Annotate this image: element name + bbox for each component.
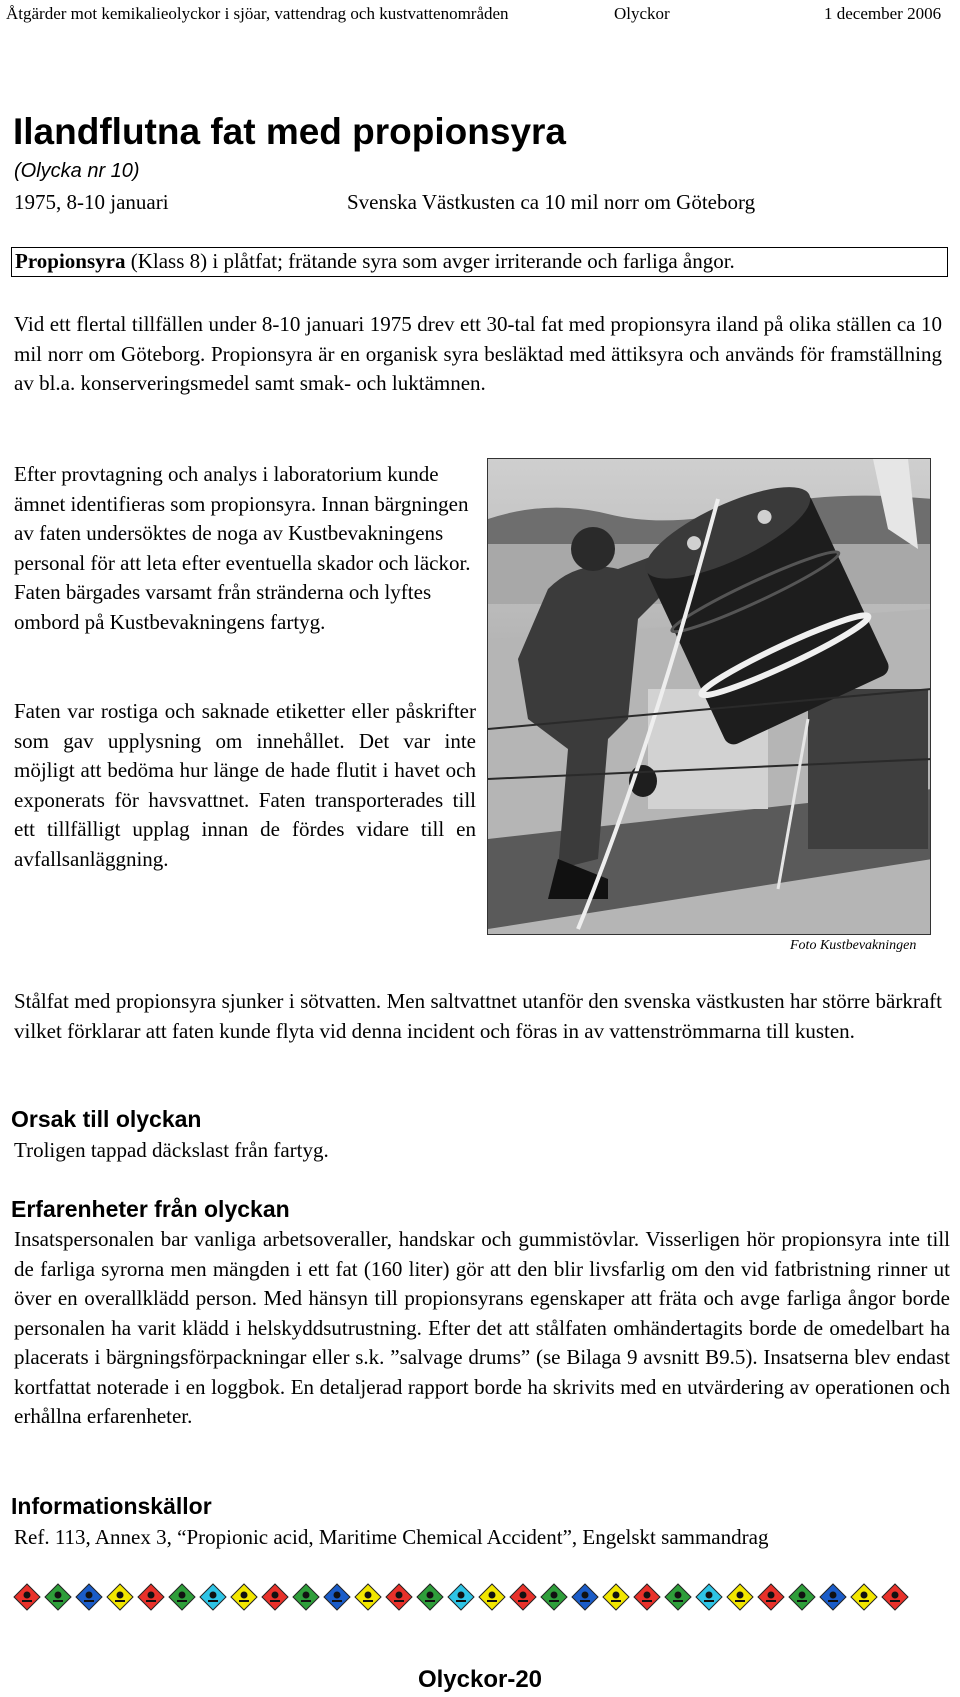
skull-icon bbox=[293, 1584, 319, 1610]
corrosive-icon bbox=[76, 1584, 102, 1610]
corrosive-icon bbox=[820, 1584, 846, 1610]
photo-illustration bbox=[488, 459, 931, 935]
page-number: Olyckor-20 bbox=[417, 1666, 543, 1693]
cause-text: Troligen tappad däckslast från fartyg. bbox=[14, 1138, 329, 1162]
experience-heading: Erfarenheter från olyckan bbox=[11, 1196, 290, 1222]
header-doc-title: Åtgärder mot kemikalieolyckor i sjöar, vattendrag och kustvattenområden bbox=[6, 4, 509, 23]
accident-date: 1975, 8-10 januari bbox=[14, 190, 169, 214]
flame-icon bbox=[758, 1584, 784, 1610]
substance-name: Propionsyra bbox=[15, 249, 126, 273]
sources-heading: Informationskällor bbox=[11, 1493, 212, 1519]
page-title: Ilandflutna fat med propionsyra bbox=[13, 111, 566, 152]
accident-number: (Olycka nr 10) bbox=[14, 160, 140, 182]
flame-icon bbox=[386, 1584, 412, 1610]
condition-paragraph: Faten var rostiga och saknade etiketter eller påskrifter som gav upplysning om innehållet. Det var inte möjligt att bedöma hur länge de hade flutit i havet och exponerats för havsvattnet. Faten transporterades till ett tillfälligt upplag innan de fördes vidare till en avfallsanläggning. bbox=[14, 699, 476, 871]
corrosive-icon bbox=[448, 1584, 474, 1610]
corrosive-icon bbox=[572, 1584, 598, 1610]
accident-location: Svenska Västkusten ca 10 mil norr om Göteborg bbox=[347, 190, 756, 214]
skull-icon bbox=[45, 1584, 71, 1610]
corrosive-icon bbox=[324, 1584, 350, 1610]
exclamation-icon bbox=[603, 1584, 629, 1610]
steel-paragraph: Stålfat med propionsyra sjunker i sötvatten. Men saltvattnet utanför den svenska västkusten har större bärkraft vilket förklarar att faten kunde flyta vid denna incident och föras in av vattenströmmarna till kusten. bbox=[14, 989, 942, 1043]
exclamation-icon bbox=[851, 1584, 877, 1610]
flame-icon bbox=[634, 1584, 660, 1610]
flame-icon bbox=[138, 1584, 164, 1610]
flame-icon bbox=[262, 1584, 288, 1610]
photo-caption: Foto Kustbevakningen bbox=[790, 938, 917, 953]
skull-icon bbox=[169, 1584, 195, 1610]
flame-icon bbox=[882, 1584, 908, 1610]
sources-text: Ref. 113, Annex 3, “Propionic acid, Maritime Chemical Accident”, Engelskt sammandrag bbox=[14, 1525, 769, 1549]
corrosive-icon bbox=[200, 1584, 226, 1610]
flame-icon bbox=[510, 1584, 536, 1610]
header-section: Olyckor bbox=[614, 4, 670, 23]
corrosive-icon bbox=[696, 1584, 722, 1610]
header-date: 1 december 2006 bbox=[824, 4, 942, 23]
skull-icon bbox=[665, 1584, 691, 1610]
skull-icon bbox=[789, 1584, 815, 1610]
flame-icon bbox=[14, 1584, 40, 1610]
photo-drum-salvage bbox=[487, 458, 931, 935]
intro-paragraph: Vid ett flertal tillfällen under 8-10 januari 1975 drev ett 30-tal fat med propionsyra iland på olika ställen ca 10 mil norr om Göteborg. Propionsyra är en organisk syra besläktad med ättiksyra och används för framställning av bl.a. konserveringsmedel samt smak- och luktämnen. bbox=[14, 312, 942, 395]
exclamation-icon bbox=[727, 1584, 753, 1610]
analysis-paragraph: Efter provtagning och analys i laboratorium kunde ämnet identifieras som propionsyra. Innan bärgningen av faten undersöktes de noga av Kustbevakningens personal för att leta efter eventuella skador och läckor. Faten bärgades varsamt från stränderna och lyftes ombord på Kustbevakningens fartyg. bbox=[14, 462, 471, 634]
exclamation-icon bbox=[479, 1584, 505, 1610]
skull-icon bbox=[541, 1584, 567, 1610]
hazard-symbol-strip bbox=[12, 1582, 920, 1612]
substance-box bbox=[11, 247, 948, 277]
cause-heading: Orsak till olyckan bbox=[11, 1106, 202, 1132]
experience-text: Insatspersonalen bar vanliga arbetsoveraller, handskar och gummistövlar. Visserligen hör propionsyra inte till de farliga syrorna men mängden i ett fat (160 liter) gör att den blir livsfarlig om den vid fatbristning rinner ut över en overallklädd person. Med hänsyn till propionsyrans egenskaper att fräta och avge farliga ångor borde personalen ha varit klädd i helskyddsutrustning. Efter det att stålfaten omhändertagits borde de omedelbart ha placerats i bärgningsförpackningar eller s.k. ”salvage drums” (se Bilaga 9 avsnitt B9.5). Insatserna blev endast kortfattat noterade i en loggbok. En detaljerad rapport borde ha skrivits med en utvärdering av operationen och erhållna erfarenheter. bbox=[14, 1227, 950, 1428]
skull-icon bbox=[417, 1584, 443, 1610]
exclamation-icon bbox=[107, 1584, 133, 1610]
exclamation-icon bbox=[355, 1584, 381, 1610]
substance-description: (Klass 8) i plåtfat; frätande syra som avger irriterande och farliga ångor. bbox=[125, 249, 735, 273]
exclamation-icon bbox=[231, 1584, 257, 1610]
